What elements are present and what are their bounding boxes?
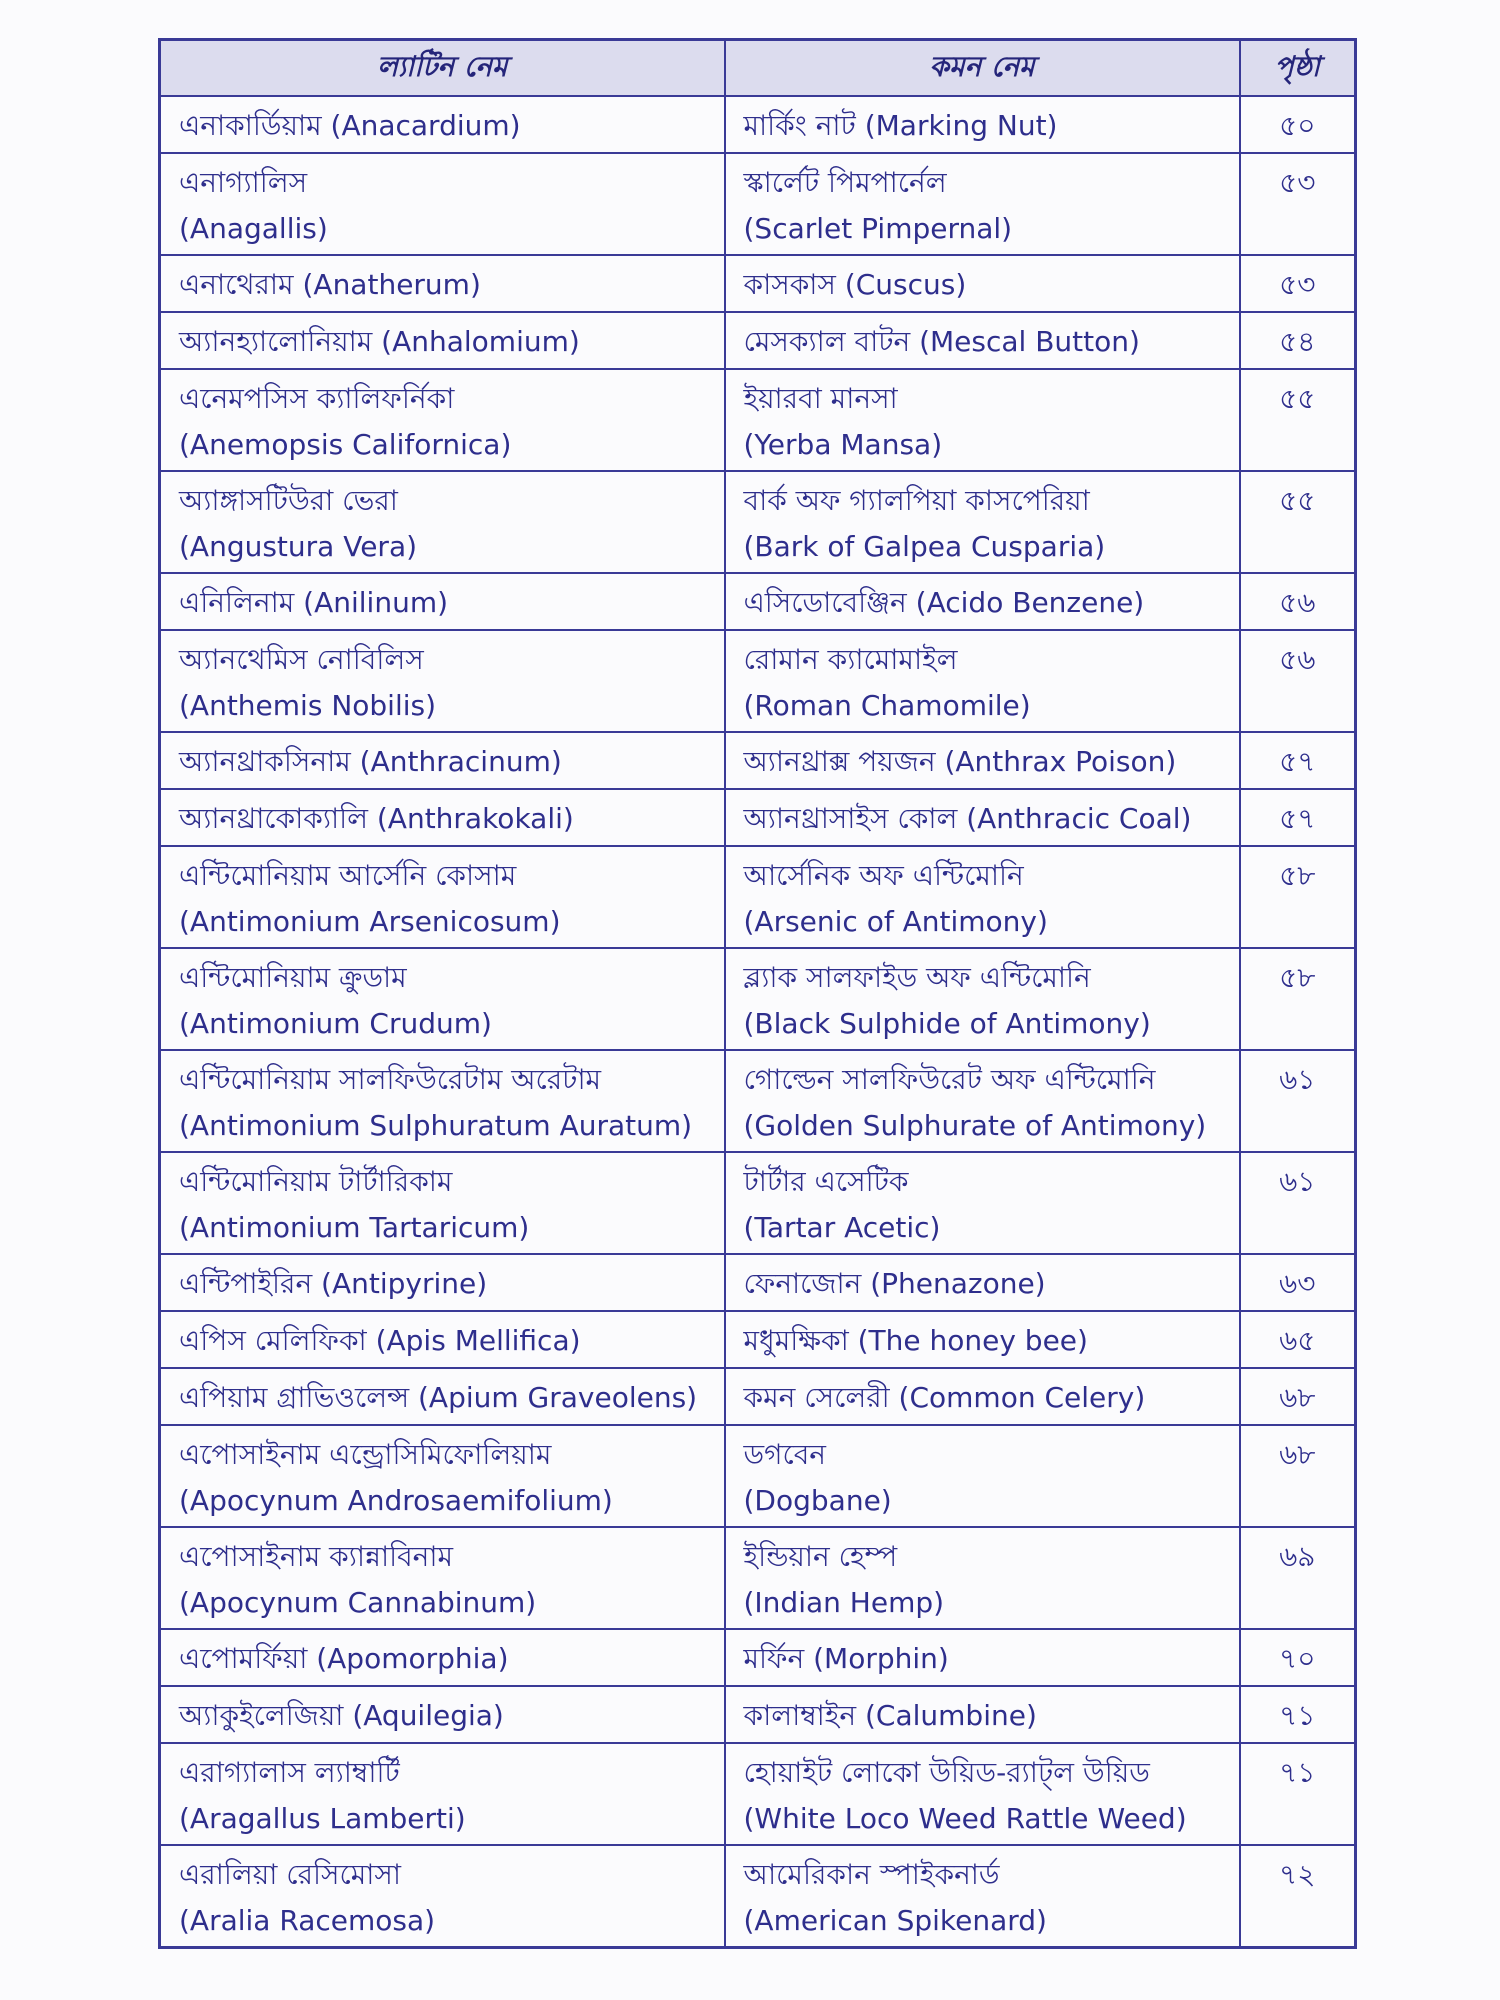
common-name-cell xyxy=(725,312,1240,369)
page-number-cell xyxy=(1240,1368,1356,1425)
latin-name-text: (Aralia Racemosa) xyxy=(179,1904,436,1937)
table-row xyxy=(160,153,1356,255)
page-number-cell xyxy=(1240,471,1356,573)
common-name-cell xyxy=(725,846,1240,948)
latin-name-cell xyxy=(160,96,725,153)
common-name-text: অ্যানথ্রাক্স পয়জন (Anthrax Poison) xyxy=(743,745,1177,778)
common-name-text: কমন সেলেরী (Common Celery) xyxy=(743,1381,1146,1414)
common-name-text: (Bark of Galpea Cusparia) xyxy=(743,530,1106,563)
latin-name-text: (Anthemis Nobilis) xyxy=(179,689,437,722)
table-row xyxy=(160,846,1356,948)
table-row xyxy=(160,1629,1356,1686)
latin-name-text: অ্যানথ্রাকসিনাম (Anthracinum) xyxy=(179,745,562,778)
common-name-cell xyxy=(725,1425,1240,1527)
common-name-text: (Black Sulphide of Antimony) xyxy=(743,1007,1151,1040)
latin-name-cell xyxy=(160,732,725,789)
latin-name-text: (Antimonium Arsenicosum) xyxy=(179,905,561,938)
table-row xyxy=(160,1152,1356,1254)
common-name-text: মধুমক্ষিকা (The honey bee) xyxy=(743,1324,1088,1357)
latin-name-cell xyxy=(160,1686,725,1743)
common-name-cell xyxy=(725,153,1240,255)
latin-name-cell xyxy=(160,153,725,255)
latin-name-text: এন্টিমোনিয়াম সালফিউরেটাম অরেটাম xyxy=(179,1063,602,1096)
table-row xyxy=(160,471,1356,573)
page-number: ৭০ xyxy=(1279,1642,1316,1675)
common-name-text: (Roman Chamomile) xyxy=(743,689,1031,722)
common-name-text: (White Loco Weed Rattle Weed) xyxy=(743,1802,1187,1835)
page-number: ৬৯ xyxy=(1279,1540,1316,1573)
page-number-cell xyxy=(1240,312,1356,369)
header-latin-name: ল্যাটিন নেম xyxy=(160,40,725,97)
latin-name-cell xyxy=(160,948,725,1050)
latin-name-cell xyxy=(160,1050,725,1152)
common-name-cell xyxy=(725,630,1240,732)
page-number-cell xyxy=(1240,255,1356,312)
table-row xyxy=(160,1686,1356,1743)
page-number-cell xyxy=(1240,1743,1356,1845)
latin-name-text: (Aragallus Lamberti) xyxy=(179,1802,466,1835)
common-name-cell xyxy=(725,948,1240,1050)
latin-name-cell xyxy=(160,1425,725,1527)
latin-name-text: এনিলিনাম (Anilinum) xyxy=(179,586,449,619)
latin-name-cell xyxy=(160,573,725,630)
table-row xyxy=(160,630,1356,732)
latin-name-text: অ্যাঙ্গাসটিউরা ভেরা xyxy=(179,484,398,517)
common-name-text: মার্কিং নাট (Marking Nut) xyxy=(743,109,1058,142)
page-number: ৫৮ xyxy=(1279,859,1316,892)
page-number-cell xyxy=(1240,369,1356,471)
latin-name-cell xyxy=(160,471,725,573)
common-name-text: (Golden Sulphurate of Antimony) xyxy=(743,1109,1207,1142)
page-number: ৫৭ xyxy=(1279,745,1316,778)
latin-name-text: (Anemopsis Californica) xyxy=(179,428,512,461)
latin-name-cell xyxy=(160,1254,725,1311)
latin-name-text: (Apocynum Androsaemifolium) xyxy=(179,1484,613,1517)
latin-name-text: এন্টিপাইরিন (Antipyrine) xyxy=(179,1267,488,1300)
latin-name-cell xyxy=(160,1152,725,1254)
page-number: ৬১ xyxy=(1279,1165,1316,1198)
table-row xyxy=(160,312,1356,369)
common-name-text: (Yerba Mansa) xyxy=(743,428,943,461)
page-number: ৫০ xyxy=(1279,109,1316,142)
latin-name-text: অ্যাকুইলেজিয়া (Aquilegia) xyxy=(179,1699,504,1732)
latin-name-cell xyxy=(160,369,725,471)
table-row xyxy=(160,789,1356,846)
common-name-text: বার্ক অফ গ্যালপিয়া কাসপেরিয়া xyxy=(743,484,1090,517)
latin-name-cell xyxy=(160,1743,725,1845)
page-number: ৫৬ xyxy=(1279,586,1316,619)
common-name-cell xyxy=(725,789,1240,846)
common-name-text: অ্যানথ্রাসাইস কোল (Anthracic Coal) xyxy=(743,802,1192,835)
common-name-text: মর্ফিন (Morphin) xyxy=(743,1642,949,1675)
table-header xyxy=(160,40,1356,97)
latin-name-cell xyxy=(160,312,725,369)
latin-name-text: অ্যানথ্রাকোক্যালি (Anthrakokali) xyxy=(179,802,574,835)
common-name-cell xyxy=(725,1050,1240,1152)
common-name-cell xyxy=(725,1845,1240,1948)
latin-name-cell xyxy=(160,846,725,948)
table-row xyxy=(160,1425,1356,1527)
page-number-cell xyxy=(1240,1845,1356,1948)
latin-name-text: (Anagallis) xyxy=(179,212,328,245)
page-number-cell xyxy=(1240,1152,1356,1254)
page-number-cell xyxy=(1240,1527,1356,1629)
latin-name-text: এপোসাইনাম ক্যান্নাবিনাম xyxy=(179,1540,454,1573)
common-name-text: রোমান ক্যামোমাইল xyxy=(743,643,958,676)
common-name-text: গোল্ডেন সালফিউরেট অফ এন্টিমোনি xyxy=(743,1063,1156,1096)
latin-name-text: এনাকার্ডিয়াম (Anacardium) xyxy=(179,109,521,142)
latin-name-text: এন্টিমোনিয়াম টার্টারিকাম xyxy=(179,1165,453,1198)
common-name-cell xyxy=(725,255,1240,312)
common-name-text: স্কার্লেট পিমপার্নেল xyxy=(743,166,947,199)
latin-name-cell xyxy=(160,1527,725,1629)
common-name-text: হোয়াইট লোকো উয়িড-র‍্যাট্‌ল উয়িড xyxy=(743,1756,1150,1789)
latin-name-cell xyxy=(160,1845,725,1948)
index-table xyxy=(158,38,1357,1949)
table-row xyxy=(160,1311,1356,1368)
common-name-text: ডগবেন xyxy=(743,1438,827,1471)
page-number-cell xyxy=(1240,1311,1356,1368)
table-row xyxy=(160,255,1356,312)
table-row xyxy=(160,732,1356,789)
table-row xyxy=(160,1050,1356,1152)
page-number: ৬৮ xyxy=(1279,1381,1316,1414)
common-name-text: এসিডোবেঞ্জিন (Acido Benzene) xyxy=(743,586,1145,619)
page-number: ৫৩ xyxy=(1279,268,1316,301)
page-number: ৭১ xyxy=(1279,1756,1316,1789)
latin-name-text: (Antimonium Sulphuratum Auratum) xyxy=(179,1109,693,1142)
page-number-cell xyxy=(1240,573,1356,630)
page-number-cell xyxy=(1240,732,1356,789)
page-number-cell xyxy=(1240,96,1356,153)
common-name-cell xyxy=(725,1743,1240,1845)
table-row xyxy=(160,1254,1356,1311)
latin-name-text: এনেমপসিস ক্যালিফর্নিকা xyxy=(179,382,455,415)
page-number-cell xyxy=(1240,789,1356,846)
latin-name-cell xyxy=(160,1629,725,1686)
latin-name-cell xyxy=(160,1368,725,1425)
table-row xyxy=(160,1845,1356,1948)
page-number: ৫৫ xyxy=(1279,382,1316,415)
latin-name-text: (Apocynum Cannabinum) xyxy=(179,1586,537,1619)
latin-name-cell xyxy=(160,630,725,732)
page-number: ৭১ xyxy=(1279,1699,1316,1732)
table-row xyxy=(160,1368,1356,1425)
common-name-text: আর্সেনিক অফ এন্টিমোনি xyxy=(743,859,1024,892)
latin-name-text: (Antimonium Tartaricum) xyxy=(179,1211,530,1244)
common-name-text: আমেরিকান স্পাইকনার্ড xyxy=(743,1858,1000,1891)
page-number-cell xyxy=(1240,1254,1356,1311)
common-name-cell xyxy=(725,573,1240,630)
latin-name-text: এনাগ্যালিস xyxy=(179,166,308,199)
page-number: ৭২ xyxy=(1279,1858,1316,1891)
latin-name-text: অ্যানহ্যালোনিয়াম (Anhalomium) xyxy=(179,325,580,358)
common-name-text: (Indian Hemp) xyxy=(743,1586,945,1619)
page-number-cell xyxy=(1240,1425,1356,1527)
page-number: ৬৮ xyxy=(1279,1438,1316,1471)
page-number-cell xyxy=(1240,846,1356,948)
common-name-text: ফেনাজোন (Phenazone) xyxy=(743,1267,1046,1300)
latin-name-text: অ্যানথেমিস নোবিলিস xyxy=(179,643,424,676)
page-number-cell xyxy=(1240,153,1356,255)
common-name-cell xyxy=(725,96,1240,153)
table-row xyxy=(160,573,1356,630)
latin-name-text: এন্টিমোনিয়াম আর্সেনি কোসাম xyxy=(179,859,517,892)
latin-name-text: (Antimonium Crudum) xyxy=(179,1007,492,1040)
common-name-text: (Scarlet Pimpernal) xyxy=(743,212,1013,245)
page-number: ৬১ xyxy=(1279,1063,1316,1096)
common-name-text: ব্ল্যাক সালফাইড অফ এন্টিমোনি xyxy=(743,961,1091,994)
page-number: ৫৮ xyxy=(1279,961,1316,994)
page-number: ৬৩ xyxy=(1279,1267,1316,1300)
latin-name-text: এনাথেরাম (Anatherum) xyxy=(179,268,481,301)
table-row xyxy=(160,1527,1356,1629)
table-row xyxy=(160,96,1356,153)
common-name-cell xyxy=(725,369,1240,471)
common-name-text: (Arsenic of Antimony) xyxy=(743,905,1048,938)
header-common-name: কমন নেম xyxy=(725,40,1240,97)
page-number-cell xyxy=(1240,1050,1356,1152)
latin-name-text: এরাগ্যালাস ল্যাম্বার্টি xyxy=(179,1756,400,1789)
page-number: ৫৫ xyxy=(1279,484,1316,517)
table-row xyxy=(160,948,1356,1050)
latin-name-text: এপোসাইনাম এন্ড্রোসিমিফোলিয়াম xyxy=(179,1438,552,1471)
common-name-text: (Dogbane) xyxy=(743,1484,892,1517)
common-name-cell xyxy=(725,1311,1240,1368)
latin-name-text: এপিয়াম গ্রাভিওলেন্স (Apium Graveolens) xyxy=(179,1381,698,1414)
page-number-cell xyxy=(1240,1629,1356,1686)
common-name-cell xyxy=(725,1152,1240,1254)
latin-name-text: এন্টিমোনিয়াম ক্রুডাম xyxy=(179,961,407,994)
page-number-cell xyxy=(1240,630,1356,732)
common-name-cell xyxy=(725,1686,1240,1743)
table-body xyxy=(160,96,1356,1948)
page-number-cell xyxy=(1240,1686,1356,1743)
common-name-cell xyxy=(725,732,1240,789)
common-name-text: ইন্ডিয়ান হেম্প xyxy=(743,1540,898,1573)
page-number: ৫৭ xyxy=(1279,802,1316,835)
page-number: ৫৪ xyxy=(1279,325,1316,358)
header-page: পৃষ্ঠা xyxy=(1240,40,1356,97)
common-name-text: (Tartar Acetic) xyxy=(743,1211,941,1244)
common-name-text: টার্টার এসেটিক xyxy=(743,1165,909,1198)
latin-name-text: এপিস মেলিফিকা (Apis Mellifica) xyxy=(179,1324,581,1357)
latin-name-text: (Angustura Vera) xyxy=(179,530,418,563)
page-number: ৫৩ xyxy=(1279,166,1316,199)
common-name-cell xyxy=(725,1368,1240,1425)
page-number: ৫৬ xyxy=(1279,643,1316,676)
common-name-text: কাসকাস (Cuscus) xyxy=(743,268,967,301)
common-name-text: (American Spikenard) xyxy=(743,1904,1047,1937)
latin-name-cell xyxy=(160,255,725,312)
common-name-cell xyxy=(725,1254,1240,1311)
common-name-cell xyxy=(725,471,1240,573)
common-name-text: ইয়ারবা মানসা xyxy=(743,382,898,415)
latin-name-text: এপোমর্ফিয়া (Apomorphia) xyxy=(179,1642,509,1675)
common-name-text: মেসক্যাল বাটন (Mescal Button) xyxy=(743,325,1140,358)
latin-name-text: এরালিয়া রেসিমোসা xyxy=(179,1858,402,1891)
table-row xyxy=(160,1743,1356,1845)
common-name-text: কালাম্বাইন (Calumbine) xyxy=(743,1699,1037,1732)
common-name-cell xyxy=(725,1629,1240,1686)
page-number: ৬৫ xyxy=(1279,1324,1316,1357)
common-name-cell xyxy=(725,1527,1240,1629)
page-number-cell xyxy=(1240,948,1356,1050)
latin-name-cell xyxy=(160,1311,725,1368)
table-row xyxy=(160,369,1356,471)
latin-name-cell xyxy=(160,789,725,846)
